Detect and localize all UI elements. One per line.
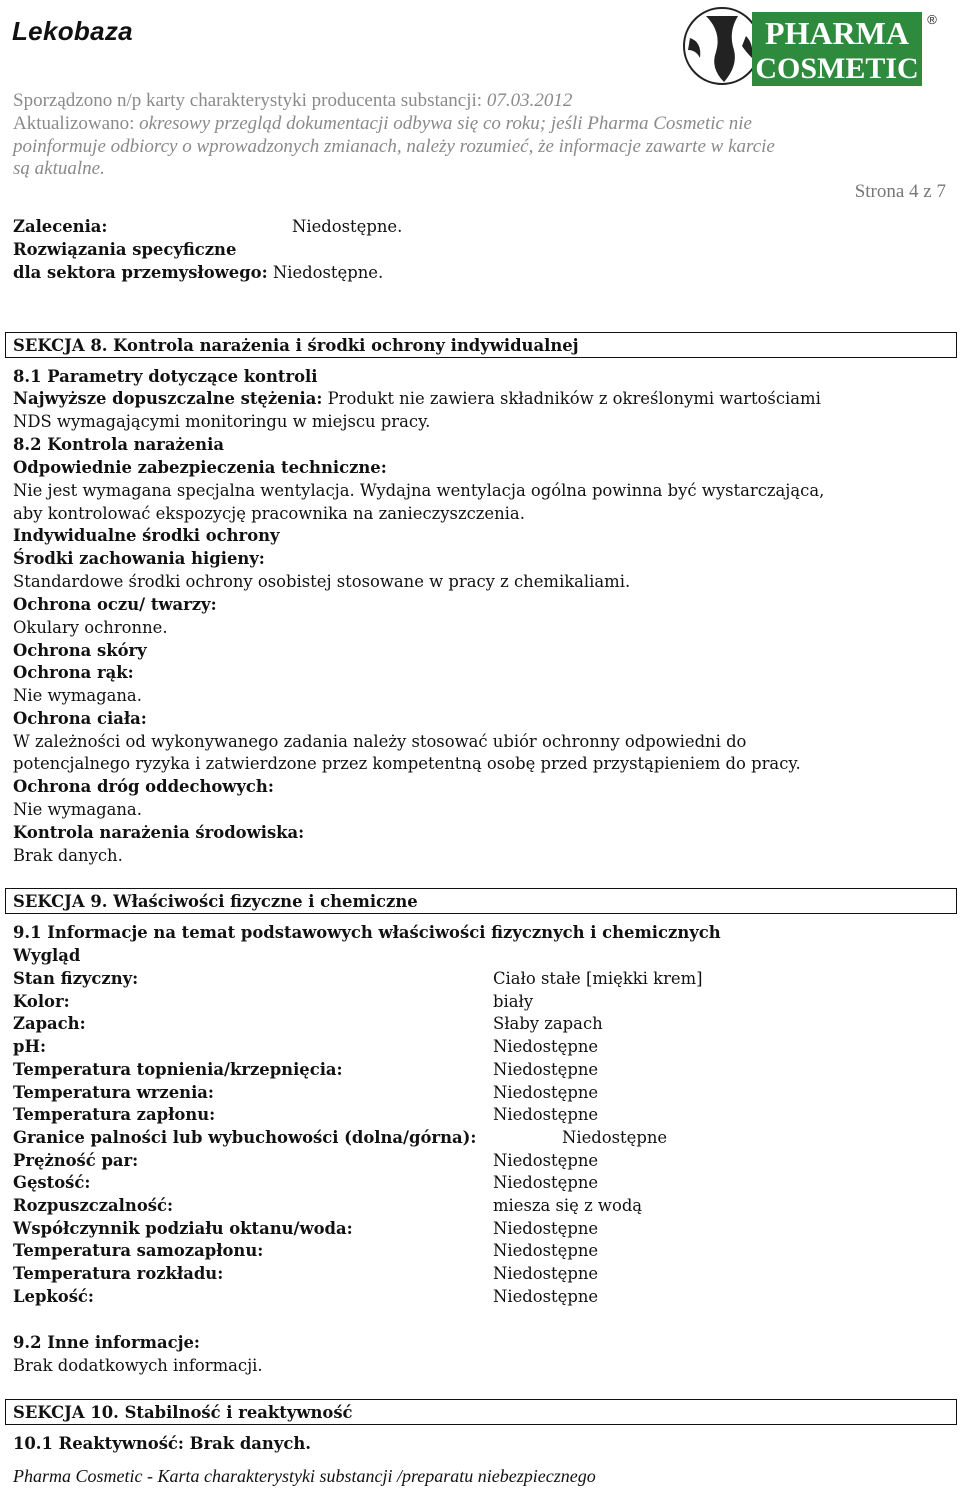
section-8-1-heading: 8.1 Parametry dotyczące kontroli: [13, 367, 318, 386]
property-value: biały: [493, 991, 534, 1011]
property-value: Niedostępne: [562, 1127, 668, 1147]
section-10-1-heading: 10.1 Reaktywność: Brak danych.: [13, 1434, 311, 1453]
individual-protection-label: Indywidualne środki ochrony: [13, 526, 280, 545]
property-value: Niedostępne: [493, 1218, 599, 1238]
property-label: Temperatura samozapłonu:: [13, 1241, 264, 1261]
property-label: Temperatura wrzenia:: [13, 1082, 214, 1102]
respiratory-protection-value: Nie wymagana.: [13, 800, 142, 819]
property-label: Granice palności lub wybuchowości (dolna/górna):: [13, 1127, 477, 1147]
section-9-2-heading: 9.2 Inne informacje:: [13, 1333, 200, 1352]
property-value: Niedostępne: [493, 1082, 599, 1102]
logo-reg: ®: [927, 12, 937, 27]
hand-protection-label: Ochrona rąk:: [13, 663, 134, 682]
eye-protection-label: Ochrona oczu/ twarzy:: [13, 595, 217, 614]
body-protection-line-2: potencjalnego ryzyka i zatwierdzone przez kompetentną osobę przed przystąpieniem do pracy.: [13, 754, 801, 773]
property-label: Temperatura rozkładu:: [13, 1264, 224, 1284]
page-number: Strona 4 z 7: [854, 181, 946, 202]
property-value: Niedostępne: [493, 1105, 599, 1125]
sector-label-2: dla sektora przemysłowego:: [13, 263, 268, 282]
property-label: Lepkość:: [13, 1286, 94, 1306]
updated-text-3: są aktualne.: [13, 158, 105, 179]
brand-title[interactable]: Lekobaza: [12, 16, 133, 46]
property-value: Ciało stałe [miękki krem]: [493, 969, 703, 988]
sector-value: Niedostępne.: [272, 263, 384, 282]
property-value: Niedostępne: [493, 1286, 599, 1306]
section-8-2-heading: 8.2 Kontrola narażenia: [13, 435, 224, 454]
property-label: pH:: [13, 1037, 46, 1057]
environmental-control-value: Brak danych.: [13, 846, 123, 865]
body-protection-label: Ochrona ciała:: [13, 709, 147, 728]
section-9-header: SEKCJA 9. Właściwości fizyczne i chemiczne: [5, 888, 957, 914]
updated-line-3: [13, 158, 105, 180]
tech-line-1: Nie jest wymagana specjalna wentylacja. Wydajna wentylacja ogólna powinna być wystarczająca,: [13, 481, 825, 500]
updated-label: Aktualizowano:: [13, 113, 135, 134]
sector-row: [13, 262, 383, 284]
environmental-control-label: Kontrola narażenia środowiska:: [13, 823, 305, 842]
property-label: Kolor:: [13, 991, 70, 1011]
prepared-date: 07.03.2012: [486, 90, 573, 111]
property-label: Temperatura topnienia/krzepnięcia:: [13, 1059, 343, 1079]
other-info-value: Brak dodatkowych informacji.: [13, 1356, 263, 1375]
updated-text-1: okresowy przegląd dokumentacji odbywa się co roku; jeśli Pharma Cosmetic nie: [139, 113, 752, 134]
updated-line-2: [13, 136, 775, 158]
property-value: Niedostępne: [493, 1264, 599, 1284]
hygiene-label: Środki zachowania higieny:: [13, 549, 265, 568]
nds-value-2: NDS wymagającymi monitoringu w miejscu pracy.: [13, 412, 431, 431]
property-label: Gęstość:: [13, 1173, 91, 1193]
property-label: Prężność par:: [13, 1150, 139, 1170]
zalecenia-value: Niedostępne.: [292, 217, 403, 236]
skin-protection-label: Ochrona skóry: [13, 641, 147, 660]
logo-line2: COSMETIC: [755, 52, 919, 85]
property-label: Temperatura zapłonu:: [13, 1105, 216, 1125]
property-value: Słaby zapach: [493, 1014, 603, 1034]
tech-line-2: aby kontrolować ekspozycję pracownika na zanieczyszczenia.: [13, 504, 525, 523]
section-10-header: SEKCJA 10. Stabilność i reaktywność: [5, 1399, 957, 1425]
appearance-label: Wygląd: [13, 946, 81, 965]
property-label: Stan fizyczny:: [13, 969, 139, 988]
section-9-1-heading: 9.1 Informacje na temat podstawowych właściwości fizycznych i chemicznych: [13, 923, 721, 942]
respiratory-protection-label: Ochrona dróg oddechowych:: [13, 777, 274, 796]
nds-row: [13, 388, 821, 410]
property-label: Zapach:: [13, 1014, 86, 1034]
nds-label: Najwyższe dopuszczalne stężenia:: [13, 389, 323, 408]
updated-text-2: poinformuje odbiorcy o wprowadzonych zmianach, należy rozumieć, że informacje zawarte w karcie: [13, 136, 775, 157]
sector-label-1: Rozwiązania specyficzne: [13, 240, 237, 259]
property-label: Rozpuszczalność:: [13, 1196, 174, 1215]
property-value: Niedostępne: [493, 1173, 599, 1193]
property-value: miesza się z wodą: [493, 1196, 643, 1215]
section-8-header: SEKCJA 8. Kontrola narażenia i środki ochrony indywidualnej: [5, 332, 957, 358]
updated-line: [13, 113, 752, 135]
prepared-line: [13, 90, 572, 112]
property-value: Niedostępne: [493, 1241, 599, 1261]
footer-text: Pharma Cosmetic - Karta charakterystyki substancji /preparatu niebezpiecznego: [13, 1466, 596, 1486]
logo-line1: PHARMA: [765, 15, 909, 51]
property-value: Niedostępne: [493, 1037, 599, 1057]
property-value: Niedostępne: [493, 1059, 599, 1079]
property-value: Niedostępne: [493, 1150, 599, 1170]
eye-protection-value: Okulary ochronne.: [13, 618, 168, 637]
hygiene-value: Standardowe środki ochrony osobistej stosowane w pracy z chemikaliami.: [13, 572, 631, 591]
tech-label: Odpowiednie zabezpieczenia techniczne:: [13, 458, 387, 477]
property-label: Współczynnik podziału oktanu/woda:: [13, 1218, 353, 1238]
prepared-label: Sporządzono n/p karty charakterystyki producenta substancji:: [13, 90, 483, 111]
zalecenia-label: Zalecenia:: [13, 217, 108, 236]
hand-protection-value: Nie wymagana.: [13, 686, 142, 705]
logo-graphic: [676, 2, 942, 88]
nds-value: Produkt nie zawiera składników z określonymi wartościami: [327, 389, 821, 408]
body-protection-line-1: W zależności od wykonywanego zadania należy stosować ubiór ochronny odpowiedni do: [13, 732, 747, 751]
pharma-cosmetic-logo: [676, 2, 942, 88]
